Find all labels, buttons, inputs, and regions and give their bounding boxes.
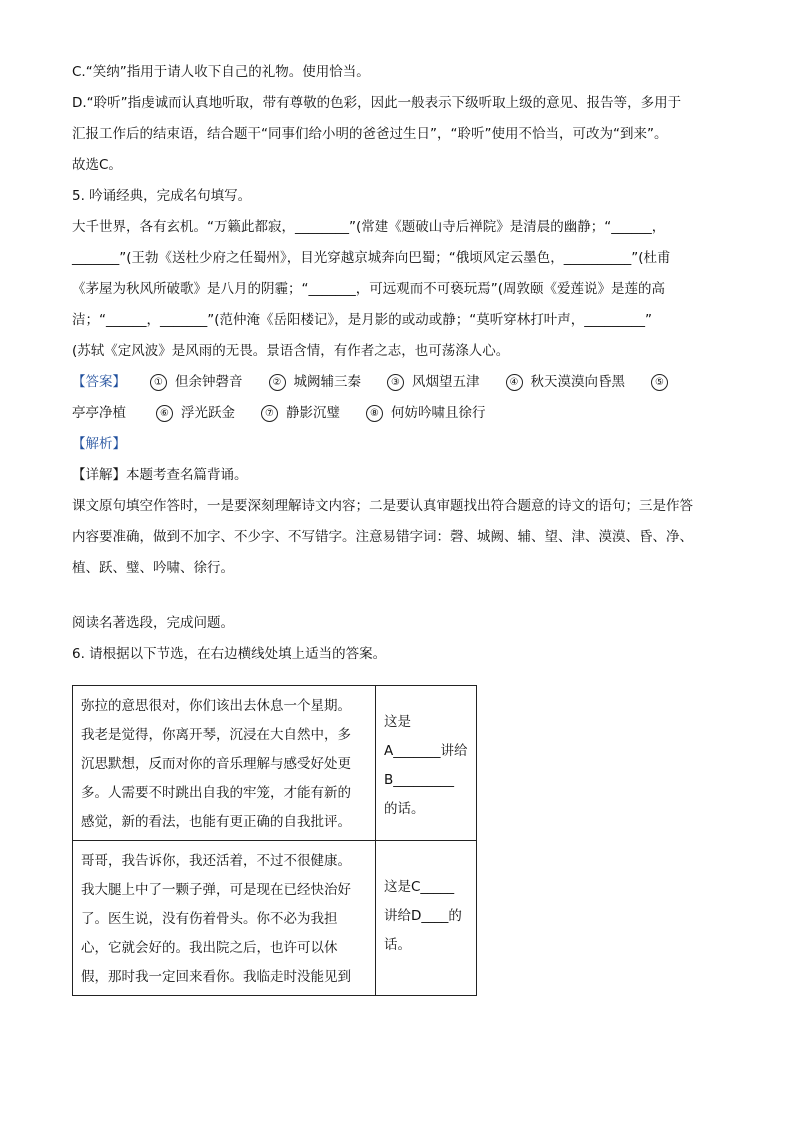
answer-item xyxy=(269,372,362,392)
reading-intro: 阅读名著选段，完成问题。 xyxy=(72,615,234,631)
answer-item xyxy=(150,372,243,392)
answer-number: ④ xyxy=(506,374,523,391)
answer-cell xyxy=(376,841,477,996)
option-d-line-1: D.“聆听”指虔诚而认真地听取，带有尊敬的色彩，因此一般表示下级听取上级的意见、报告等，多用于 xyxy=(72,95,682,111)
answer-cell xyxy=(376,686,477,841)
option-d-line-2: 汇报工作后的结束语，结合题干“同事们给小明的爸爸过生日”，“聆听”使用不恰当，可改为“到来”。 xyxy=(72,126,668,142)
excerpt-line: 沉思默想，反而对你的音乐理解与感受好处更 xyxy=(81,756,351,772)
q5-line-1: 大千世界，各有玄机。“万籁此都寂，________”(常建《题破山寺后禅院》是清晨的幽静；“______， xyxy=(72,219,666,235)
answer-row-1 xyxy=(72,372,722,392)
excerpt-cell xyxy=(73,841,376,996)
answer-number: ③ xyxy=(387,374,404,391)
answer-item xyxy=(506,372,626,392)
answer-row-2 xyxy=(72,403,722,423)
option-c-line: C.“笑纳”指用于请人收下自己的礼物。使用恰当。 xyxy=(72,64,370,80)
answer-number: ⑥ xyxy=(156,405,173,422)
answer-line: 这是 xyxy=(384,714,411,730)
q5-line-2: _______”(王勃《送杜少府之任蜀州》，目光穿越京城奔向巴蜀；“俄顷风定云墨色，__________”(杜甫 xyxy=(72,250,671,266)
answer-text: 秋天漠漠向昏黑 xyxy=(530,374,625,390)
question-5-paragraph xyxy=(72,217,722,361)
excerpt-line: 心，它就会好的。我出院之后，也许可以休 xyxy=(81,940,338,956)
answer-number: ② xyxy=(269,374,286,391)
answer-label: 【答案】 xyxy=(72,374,126,390)
excerpt-cell xyxy=(73,686,376,841)
excerpt-line: 假，那时我一定回来看你。我临走时没能见到 xyxy=(81,969,351,985)
detail-line-1: 【详解】本题考查名篇背诵。 xyxy=(72,467,248,483)
question-6-title: 6. 请根据以下节选，在右边横线处填上适当的答案。 xyxy=(72,646,387,662)
answer-text: 何妨吟啸且徐行 xyxy=(391,405,486,421)
answer-item xyxy=(651,374,676,391)
answer-item xyxy=(72,403,126,423)
document-page xyxy=(72,62,722,675)
answer-line: B_________ xyxy=(384,772,455,788)
choose-c-line: 故选C。 xyxy=(72,157,122,173)
answer-line: A_______讲给 xyxy=(384,743,468,759)
question-6-table xyxy=(72,685,477,996)
answer-text: 风烟望五津 xyxy=(412,374,480,390)
answer-number: ① xyxy=(150,374,167,391)
answer-number: ⑧ xyxy=(366,405,383,422)
answer-line: 讲给D____的 xyxy=(384,908,462,924)
detail-line-4: 植、跃、璧、吟啸、徐行。 xyxy=(72,560,234,576)
table-row xyxy=(73,686,477,841)
excerpt-line: 哥哥，我告诉你，我还活着，不过不很健康。 xyxy=(81,853,351,869)
answer-item xyxy=(387,372,480,392)
answer-text: 静影沉璧 xyxy=(286,405,340,421)
excerpt-line: 感觉，新的看法，也能有更正确的自我批评。 xyxy=(81,814,351,830)
excerpt-line: 多。人需要不时跳出自我的牢笼，才能有新的 xyxy=(81,785,351,801)
q5-line-5: (苏轼《定风波》是风雨的无畏。景语含情，有作者之志，也可荡涤人心。 xyxy=(72,343,510,359)
detail-line-3: 内容要准确，做到不加字、不少字、不写错字。注意易错字词：磬、城阙、辅、望、津、漠漠、昏、净、 xyxy=(72,529,693,545)
answer-text: 亭亭净植 xyxy=(72,405,126,421)
answer-item xyxy=(366,403,486,423)
excerpt-line: 了。医生说，没有伤着骨头。你不必为我担 xyxy=(81,911,338,927)
answer-number: ⑦ xyxy=(261,405,278,422)
excerpt-line: 我大腿上中了一颗子弹，可是现在已经快治好 xyxy=(81,882,351,898)
answer-item xyxy=(261,403,340,423)
answer-number: ⑤ xyxy=(651,374,668,391)
excerpt-line: 我老是觉得，你离开琴，沉浸在大自然中，多 xyxy=(81,727,351,743)
excerpt-line: 弥拉的意思很对，你们该出去休息一个星期。 xyxy=(81,698,351,714)
answer-line: 的话。 xyxy=(384,801,425,817)
answer-text: 浮光跃金 xyxy=(181,405,235,421)
answer-line: 话。 xyxy=(384,937,411,953)
detail-line-2: 课文原句填空作答时，一是要深刻理解诗文内容；二是要认真审题找出符合题意的诗文的语句；三是作答 xyxy=(72,498,693,514)
answer-text: 但余钟磬音 xyxy=(175,374,243,390)
table-row xyxy=(73,841,477,996)
q5-line-3: 《茅屋为秋风所破歌》是八月的阴霾；“_______，可远观而不可亵玩焉”(周敦颐《爱莲说》是莲的高 xyxy=(72,281,666,297)
analysis-label: 【解析】 xyxy=(72,436,126,452)
answer-text: 城阙辅三秦 xyxy=(293,374,361,390)
question-5-title: 5. 吟诵经典，完成名句填写。 xyxy=(72,188,252,204)
answer-item xyxy=(156,403,235,423)
answer-line: 这是C_____ xyxy=(384,879,455,895)
q5-line-4: 洁；“______，_______”(范仲淹《岳阳楼记》，是月影的或动或静；“莫听穿林打叶声，_________” xyxy=(72,312,652,328)
